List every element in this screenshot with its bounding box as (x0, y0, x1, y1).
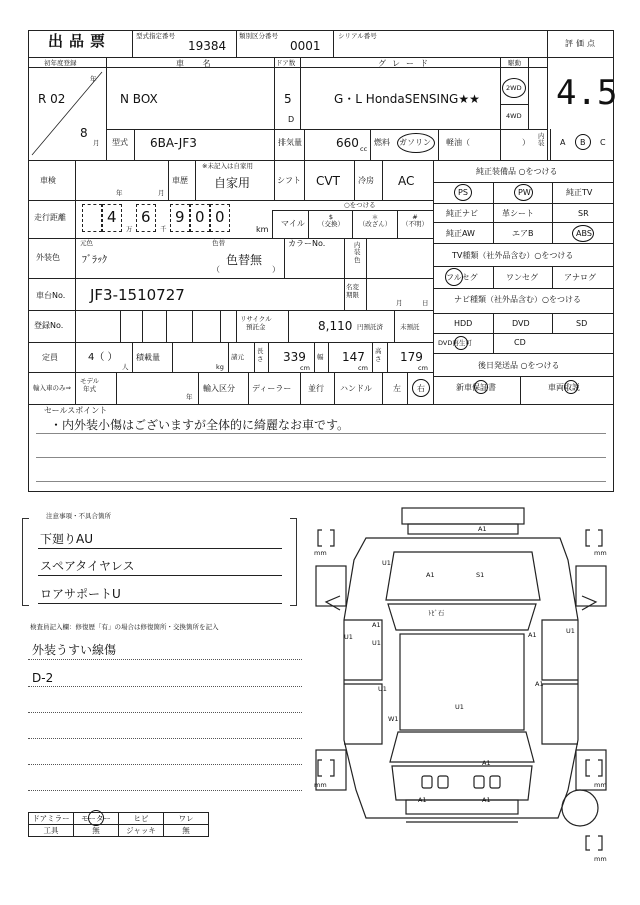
post-manual-circle (564, 380, 578, 394)
mark-bonnet-left: A1 (426, 571, 435, 579)
shift: CVT (316, 174, 340, 188)
doors-label: ドア数 (276, 59, 296, 67)
serial-label: シリアル番号 (338, 32, 377, 40)
equip-leather: 革シート (502, 209, 534, 218)
note-line-1: 下廻りAU (40, 532, 93, 546)
reg-era: R 02 (38, 92, 66, 106)
mark-left-fender: U1 (382, 559, 391, 567)
diagram-mm-5: mm (594, 855, 607, 863)
post-warranty: 新車保証書 (456, 383, 496, 392)
tv-analog: アナログ (564, 273, 596, 282)
diesel-label: 軽油（ (446, 138, 470, 147)
mark-roof-2: U1 (372, 639, 381, 647)
sales-label: セールスポイント (44, 406, 108, 415)
grade-label: グレード (378, 59, 434, 68)
post-warranty-circle (474, 380, 488, 394)
equip-abs: ABS (576, 229, 592, 238)
inspection-label: 車検 (40, 176, 56, 185)
interior-c: C (600, 138, 606, 147)
shift-label: シフト (277, 176, 301, 185)
category-number: 0001 (290, 39, 321, 53)
history-label: 車歴 (172, 176, 188, 185)
color-no-label: カラーNo. (288, 239, 326, 248)
import-cat-label: 輸入区分 (203, 384, 235, 393)
inspector-label: 検査員記入欄：修復歴「有」の場合は修復箇所・交換箇所を記入 (30, 623, 219, 631)
fuel-value: ガソリン (399, 138, 431, 147)
original-color-label: 元色 (80, 239, 93, 247)
tools-label: 工具 (28, 824, 74, 837)
kg-unit: kg (216, 363, 224, 371)
height-unit: cm (418, 364, 428, 372)
post-manual: 車両取説 (548, 383, 580, 392)
right-label: 右 (417, 384, 425, 393)
tv-fullseg: フルセグ (446, 273, 478, 282)
equip-sr: SR (578, 209, 589, 218)
grade: G・L HondaSENSING★★ (334, 92, 480, 106)
capacity-label: 定員 (42, 353, 58, 362)
inspector-line-1: 外装うすい線傷 (32, 643, 117, 657)
history-note: ※未記入は自家用 (202, 162, 253, 170)
mark-rear-glass: U1 (455, 703, 464, 711)
exchange-label: $ （交換） (318, 213, 344, 228)
post-title: 後日発送品 ○をつける (478, 361, 560, 370)
category-number-label: 類別区分番号 (239, 32, 278, 40)
equip-ps-circle (454, 184, 472, 201)
tv-fullseg-circle (445, 268, 463, 286)
diagram-mm-3: mm (314, 781, 327, 789)
doors: 5 (284, 92, 292, 106)
tv-title: TV種類（社外品含む）○をつける (452, 251, 574, 260)
sales-text: ・内外装小傷はございますが全体的に綺麗なお車です。 (50, 418, 350, 432)
mark-front-bumper: A1 (478, 525, 487, 533)
break-label: ワレ (163, 812, 209, 825)
repaint-label: 色替 (212, 239, 225, 247)
left-label: 左 (393, 384, 401, 393)
mileage-digit-4: 0 (195, 208, 205, 226)
displacement: 660 (336, 136, 359, 150)
equip-airbag: エアB (512, 229, 534, 238)
jack-value: 無 (163, 824, 209, 837)
ac: AC (398, 174, 415, 188)
color-label: 外装色 (36, 253, 60, 262)
first-reg-label: 初年度登録 (44, 59, 77, 67)
crack-label: ヒビ (118, 812, 164, 825)
drive-label: 駆動 (508, 59, 521, 67)
mileage-digit-5: 0 (215, 208, 225, 226)
mirror-value: モーター (73, 812, 119, 825)
width-unit: cm (358, 364, 368, 372)
fuel-label: 燃料 (374, 138, 390, 147)
mark-rear-bumper-right: A1 (482, 796, 491, 804)
car-name: N BOX (120, 92, 158, 106)
mirror-label: ドアミラー (28, 812, 74, 825)
door-type: D (288, 115, 295, 124)
model-designation-label: 型式指定番号 (136, 32, 175, 40)
mark-rear-bumper-left: A1 (418, 796, 427, 804)
diagram-mm-1: mm (314, 549, 327, 557)
length-unit: cm (300, 364, 310, 372)
equip-ps: PS (458, 188, 468, 197)
history: 自家用 (214, 176, 251, 190)
person-unit: 人 (122, 363, 129, 371)
ac-label: 冷房 (358, 176, 374, 185)
month-unit: 月 (93, 139, 100, 147)
interior-color-label: 内 装 色 (354, 241, 361, 264)
circle-prompt: ○をつける (344, 201, 376, 209)
registration-label: 登録No. (34, 321, 64, 330)
navi-dvd-play: DVD再生可 (438, 339, 472, 347)
recycle-label: リサイクル 預託金 (240, 315, 272, 331)
mark-left-quarter: W1 (388, 715, 399, 723)
load-label: 積載量 (136, 353, 160, 362)
diagram-mm-4: mm (594, 781, 607, 789)
original-color: ﾌﾞﾗｯｸ (82, 255, 107, 266)
car-diagram (296, 500, 626, 870)
inspection-month-unit: 月 (158, 189, 165, 197)
equip-pw-circle (514, 184, 533, 201)
mark-right-door-rear: A1 (535, 680, 544, 688)
length-label: 長 さ (257, 347, 264, 363)
height: 179 (400, 350, 423, 364)
repaint-paren-close: ） (272, 265, 280, 274)
diagram-mm-2: mm (594, 549, 607, 557)
interior-label: 内装 (538, 132, 545, 147)
height-label: 高 さ (375, 347, 382, 363)
type: 6BA-JF3 (150, 136, 197, 150)
model-year-label: モデル 年式 (80, 377, 100, 393)
model-year-unit: 年 (186, 393, 193, 401)
navi-sd: SD (576, 319, 588, 328)
notes-bracket-left (22, 518, 29, 606)
note-line-3: ロアサポートU (40, 587, 121, 601)
mark-right-fender: U1 (566, 627, 575, 635)
length: 339 (283, 350, 306, 364)
import-label: 輸入車のみ⇒ (33, 384, 71, 392)
parallel-label: 並行 (308, 384, 324, 393)
interior-a: A (560, 138, 566, 147)
dealer-label: ディーラー (252, 384, 292, 393)
recycle: 8,110 (318, 319, 353, 333)
mileage-label: 走行距離 (34, 213, 66, 222)
year-unit: 年 (90, 75, 97, 83)
cc-unit: cc (360, 145, 368, 153)
car-name-label: 車 名 (176, 59, 219, 68)
recycle-unit: 円預託済 (357, 323, 383, 331)
mark-bonnet-right: S1 (476, 571, 485, 579)
width-label: 幅 (317, 353, 324, 361)
name-change-day: 日 (422, 299, 429, 307)
name-change-label: 名変 期限 (346, 283, 359, 299)
capacity: 4（ ） (88, 352, 118, 363)
repaint-paren: （ (212, 265, 220, 274)
navi-hdd: HDD (454, 319, 473, 328)
navi-cd: CD (514, 338, 526, 347)
navi-dvd-play-circle (454, 336, 468, 350)
tv-oneseg: ワンセグ (506, 273, 538, 282)
notes-label: 注意事項・不具合箇所 (46, 512, 111, 520)
km-unit: km (256, 225, 269, 234)
mileage-digit-1: 4 (107, 208, 117, 226)
drive-4wd: 4WD (506, 112, 522, 120)
equip-pw: PW (518, 188, 531, 197)
grade-score: 4.5 (556, 73, 618, 113)
tools-value: 無 (73, 824, 119, 837)
model-designation: 19384 (188, 39, 227, 53)
recycle-unpaid: 未預託 (400, 323, 420, 331)
mileage-digit-2: 6 (141, 208, 151, 226)
mark-left-door-front: U1 (344, 633, 353, 641)
equip-abs-circle (572, 225, 594, 242)
chassis-label: 車台No. (36, 291, 66, 300)
equip-aw: 純正AW (446, 229, 475, 238)
form-title: 出品票 (48, 32, 112, 50)
sen-unit: 千 (160, 225, 167, 233)
drive-2wd: 2WD (506, 84, 522, 92)
mile-label: マイル (281, 219, 305, 228)
navi-title: ナビ種類（社外品含む）○をつける (454, 295, 581, 304)
equip-navi: 純正ナビ (446, 209, 478, 218)
note-line-2: スペアタイヤレス (40, 559, 135, 573)
interior-b: B (580, 138, 586, 147)
jack-label: ジャッキ (118, 824, 164, 837)
reg-month: 8 (80, 126, 88, 140)
man-unit: 万 (126, 225, 133, 233)
mark-left-door-rear: U1 (378, 685, 387, 693)
mark-rear-hatch: A1 (482, 759, 491, 767)
mark-windshield: ﾄﾋﾞ石 (428, 609, 445, 617)
repaint-value: 色替無 (226, 253, 263, 267)
inspector-line-2: D-2 (32, 671, 54, 685)
displacement-label: 排気量 (278, 138, 302, 147)
width: 147 (342, 350, 365, 364)
grade-score-label: 評価点 (565, 39, 598, 48)
mark-right-door-front: A1 (528, 631, 537, 639)
equip-tv: 純正TV (566, 188, 593, 197)
type-label: 型式 (112, 138, 128, 147)
modified-label: ＊ （改ざん） (358, 213, 392, 228)
handle-label: ハンドル (340, 384, 372, 393)
inspection-year-unit: 年 (116, 189, 123, 197)
dims-label: 諸元 (231, 353, 244, 361)
navi-dvd: DVD (512, 319, 530, 328)
mark-roof-1: A1 (372, 621, 381, 629)
genuine-title: 純正装備品 ○をつける (476, 167, 558, 176)
unknown-label: # （不明） (402, 213, 428, 228)
chassis: JF3-1510727 (90, 286, 185, 304)
diesel-close: ） (522, 138, 530, 147)
name-change-month: 月 (396, 299, 403, 307)
mileage-digit-3: 9 (175, 208, 185, 226)
